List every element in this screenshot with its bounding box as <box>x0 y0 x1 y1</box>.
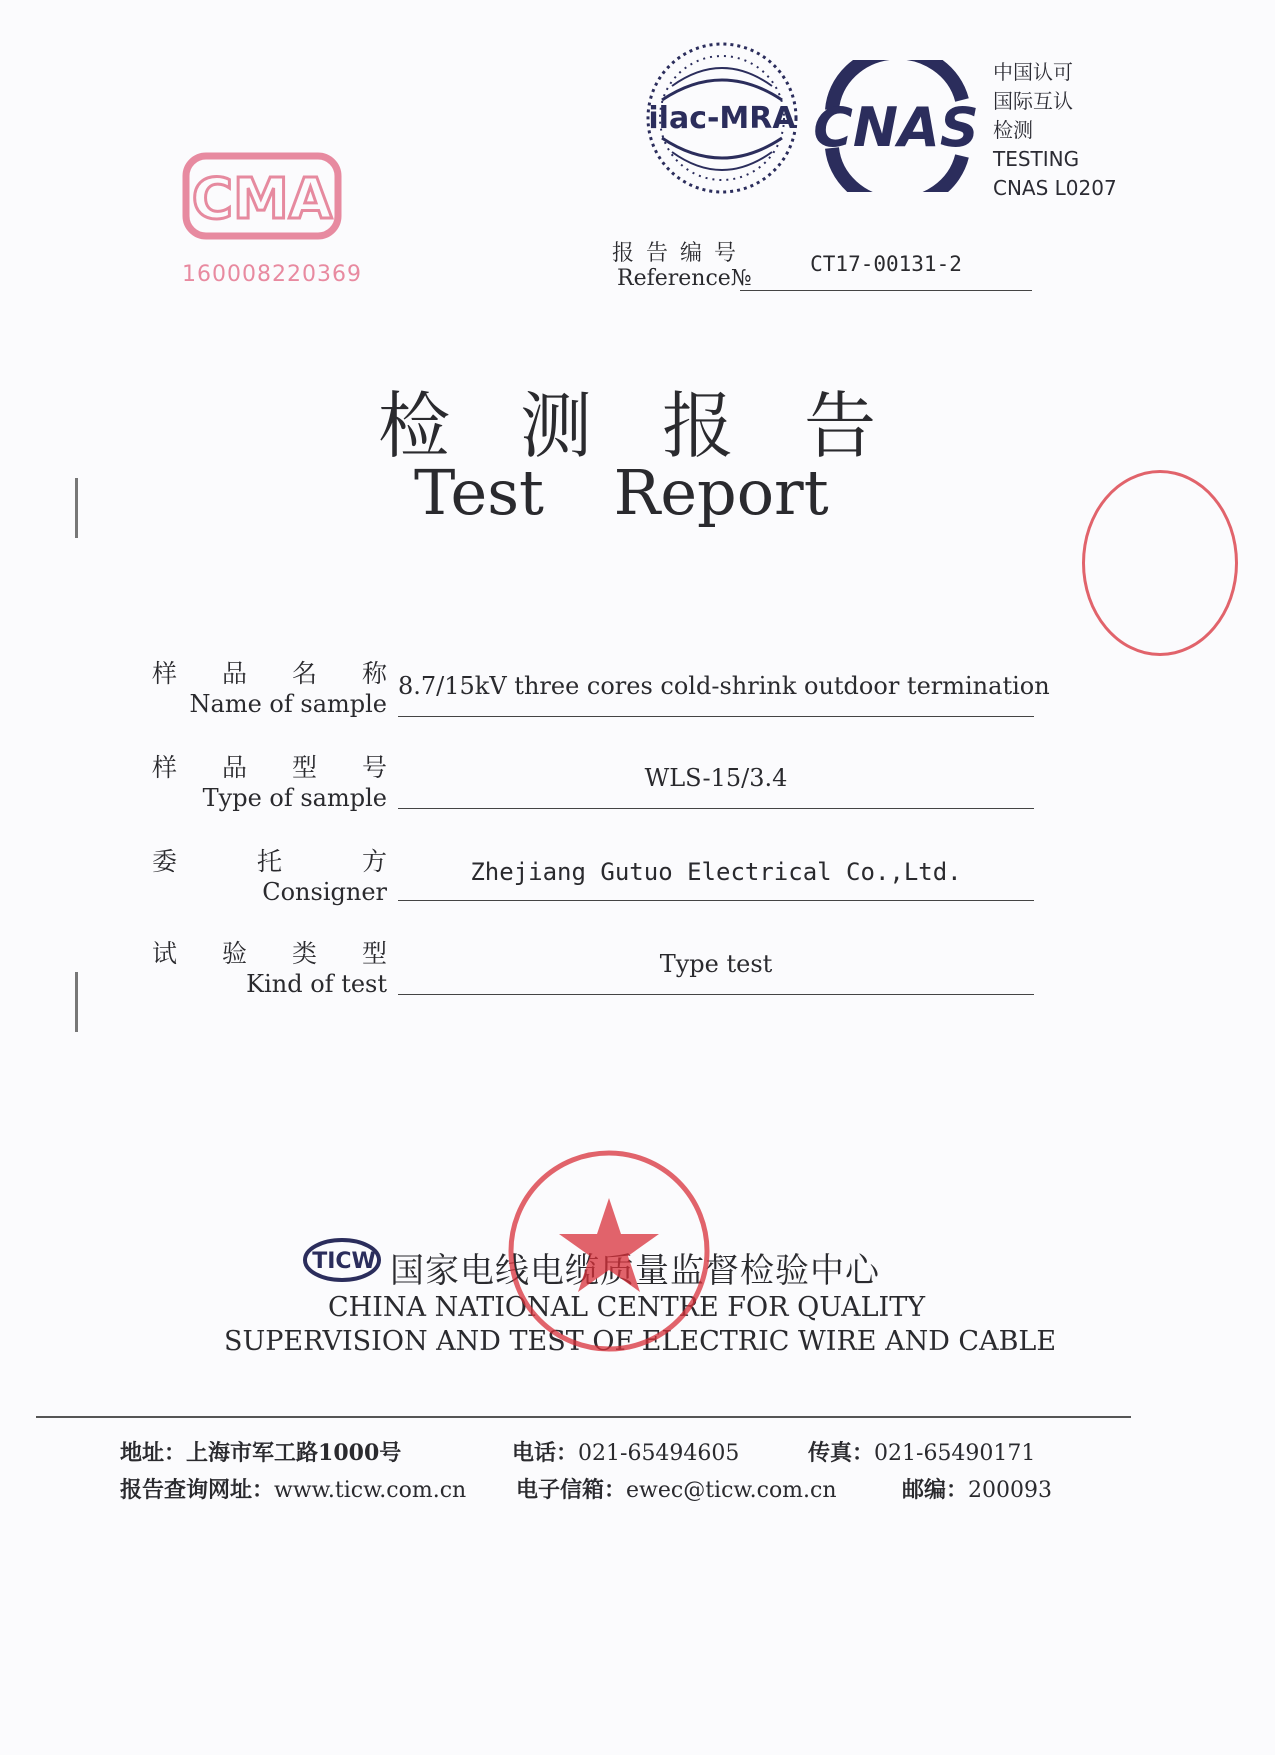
field-label-en: Name of sample <box>189 690 387 718</box>
cma-number: 160008220369 <box>182 262 362 287</box>
cnas-line: 中国认可 <box>993 60 1073 84</box>
official-seal-stamp <box>506 1148 712 1354</box>
cnas-line: TESTING <box>993 147 1080 171</box>
fax-value: 021-65490171 <box>874 1441 1036 1466</box>
footer-web <box>120 1473 466 1504</box>
email-value: ewec@ticw.com.cn <box>626 1478 837 1503</box>
field-type-of-sample <box>152 748 387 812</box>
org-name-cn: 国家电线电缆质量监督检验中心 <box>390 1251 880 1291</box>
field-name-of-sample <box>152 654 387 718</box>
field-label-cn: 试 验 类 型 <box>152 939 387 968</box>
footer-email <box>516 1473 837 1504</box>
staple-mark <box>75 478 78 538</box>
field-value-name: 8.7/15kV three cores cold-shrink outdoor termination <box>398 672 1034 717</box>
svg-text:TICW: TICW <box>312 1249 376 1274</box>
reference-label-cn: 报告编号 <box>612 241 749 266</box>
fax-label: 传真： <box>808 1440 875 1466</box>
field-label-en: Kind of test <box>246 970 387 998</box>
footer-zip <box>902 1473 1052 1504</box>
footer-fax <box>808 1436 1035 1467</box>
cma-logo <box>182 150 342 242</box>
field-label-cn: 样 品 名 称 <box>152 659 387 688</box>
cnas-line: 国际互认 <box>993 89 1073 113</box>
ilac-globe-icon <box>644 40 800 196</box>
field-kind-of-test <box>152 934 387 998</box>
address-value: 上海市军工路1000号 <box>186 1440 402 1466</box>
cnas-line: CNAS L0207 <box>993 176 1117 200</box>
cnas-accreditation-text <box>993 58 1117 203</box>
field-consigner <box>152 842 387 906</box>
reference-number: CT17-00131-2 <box>740 252 1032 291</box>
reference-label-en: Reference№ <box>617 266 752 291</box>
seal-star-icon <box>506 1148 712 1354</box>
footer-divider <box>36 1416 1131 1418</box>
edge-seal-stamp <box>1082 470 1238 656</box>
field-label-cn: 样 品 型 号 <box>152 753 387 782</box>
org-name-en-line1: CHINA NATIONAL CENTRE FOR QUALITY <box>328 1292 926 1323</box>
cnas-line: 检测 <box>993 118 1033 142</box>
org-name-en-line2: SUPERVISION AND TEST OF ELECTRIC WIRE AND CABLE <box>224 1326 1057 1357</box>
title-en: Test Report <box>414 456 829 529</box>
footer-address <box>120 1436 401 1467</box>
cnas-logo <box>812 60 980 192</box>
ilac-mra-logo <box>644 40 800 196</box>
web-label: 报告查询网址： <box>120 1477 275 1503</box>
field-value-consigner: Zhejiang Gutuo Electrical Co.,Ltd. <box>398 858 1034 901</box>
web-value: www.ticw.com.cn <box>274 1478 467 1503</box>
email-label: 电子信箱： <box>516 1477 627 1503</box>
footer-phone <box>512 1436 739 1467</box>
field-value-type: WLS-15/3.4 <box>398 764 1034 809</box>
phone-value: 021-65494605 <box>578 1441 740 1466</box>
field-label-cn: 委 托 方 <box>152 847 387 876</box>
svg-text:CMA: CMA <box>191 167 333 232</box>
svg-text:ilac-MRA: ilac-MRA <box>648 101 796 136</box>
staple-mark <box>75 972 78 1032</box>
field-label-en: Type of sample <box>202 784 387 812</box>
zip-value: 200093 <box>968 1478 1052 1503</box>
ticw-logo <box>303 1238 381 1286</box>
cnas-mark-icon <box>812 60 980 192</box>
field-value-kind: Type test <box>398 950 1034 995</box>
svg-text:CNAS: CNAS <box>813 96 979 159</box>
ticw-mark-icon <box>303 1238 381 1282</box>
cma-mark-icon <box>182 150 342 242</box>
title-cn: 检测报告 <box>378 384 947 468</box>
phone-label: 电话： <box>512 1440 579 1466</box>
field-label-en: Consigner <box>262 878 387 906</box>
zip-label: 邮编： <box>902 1477 969 1503</box>
address-label: 地址： <box>120 1440 187 1466</box>
